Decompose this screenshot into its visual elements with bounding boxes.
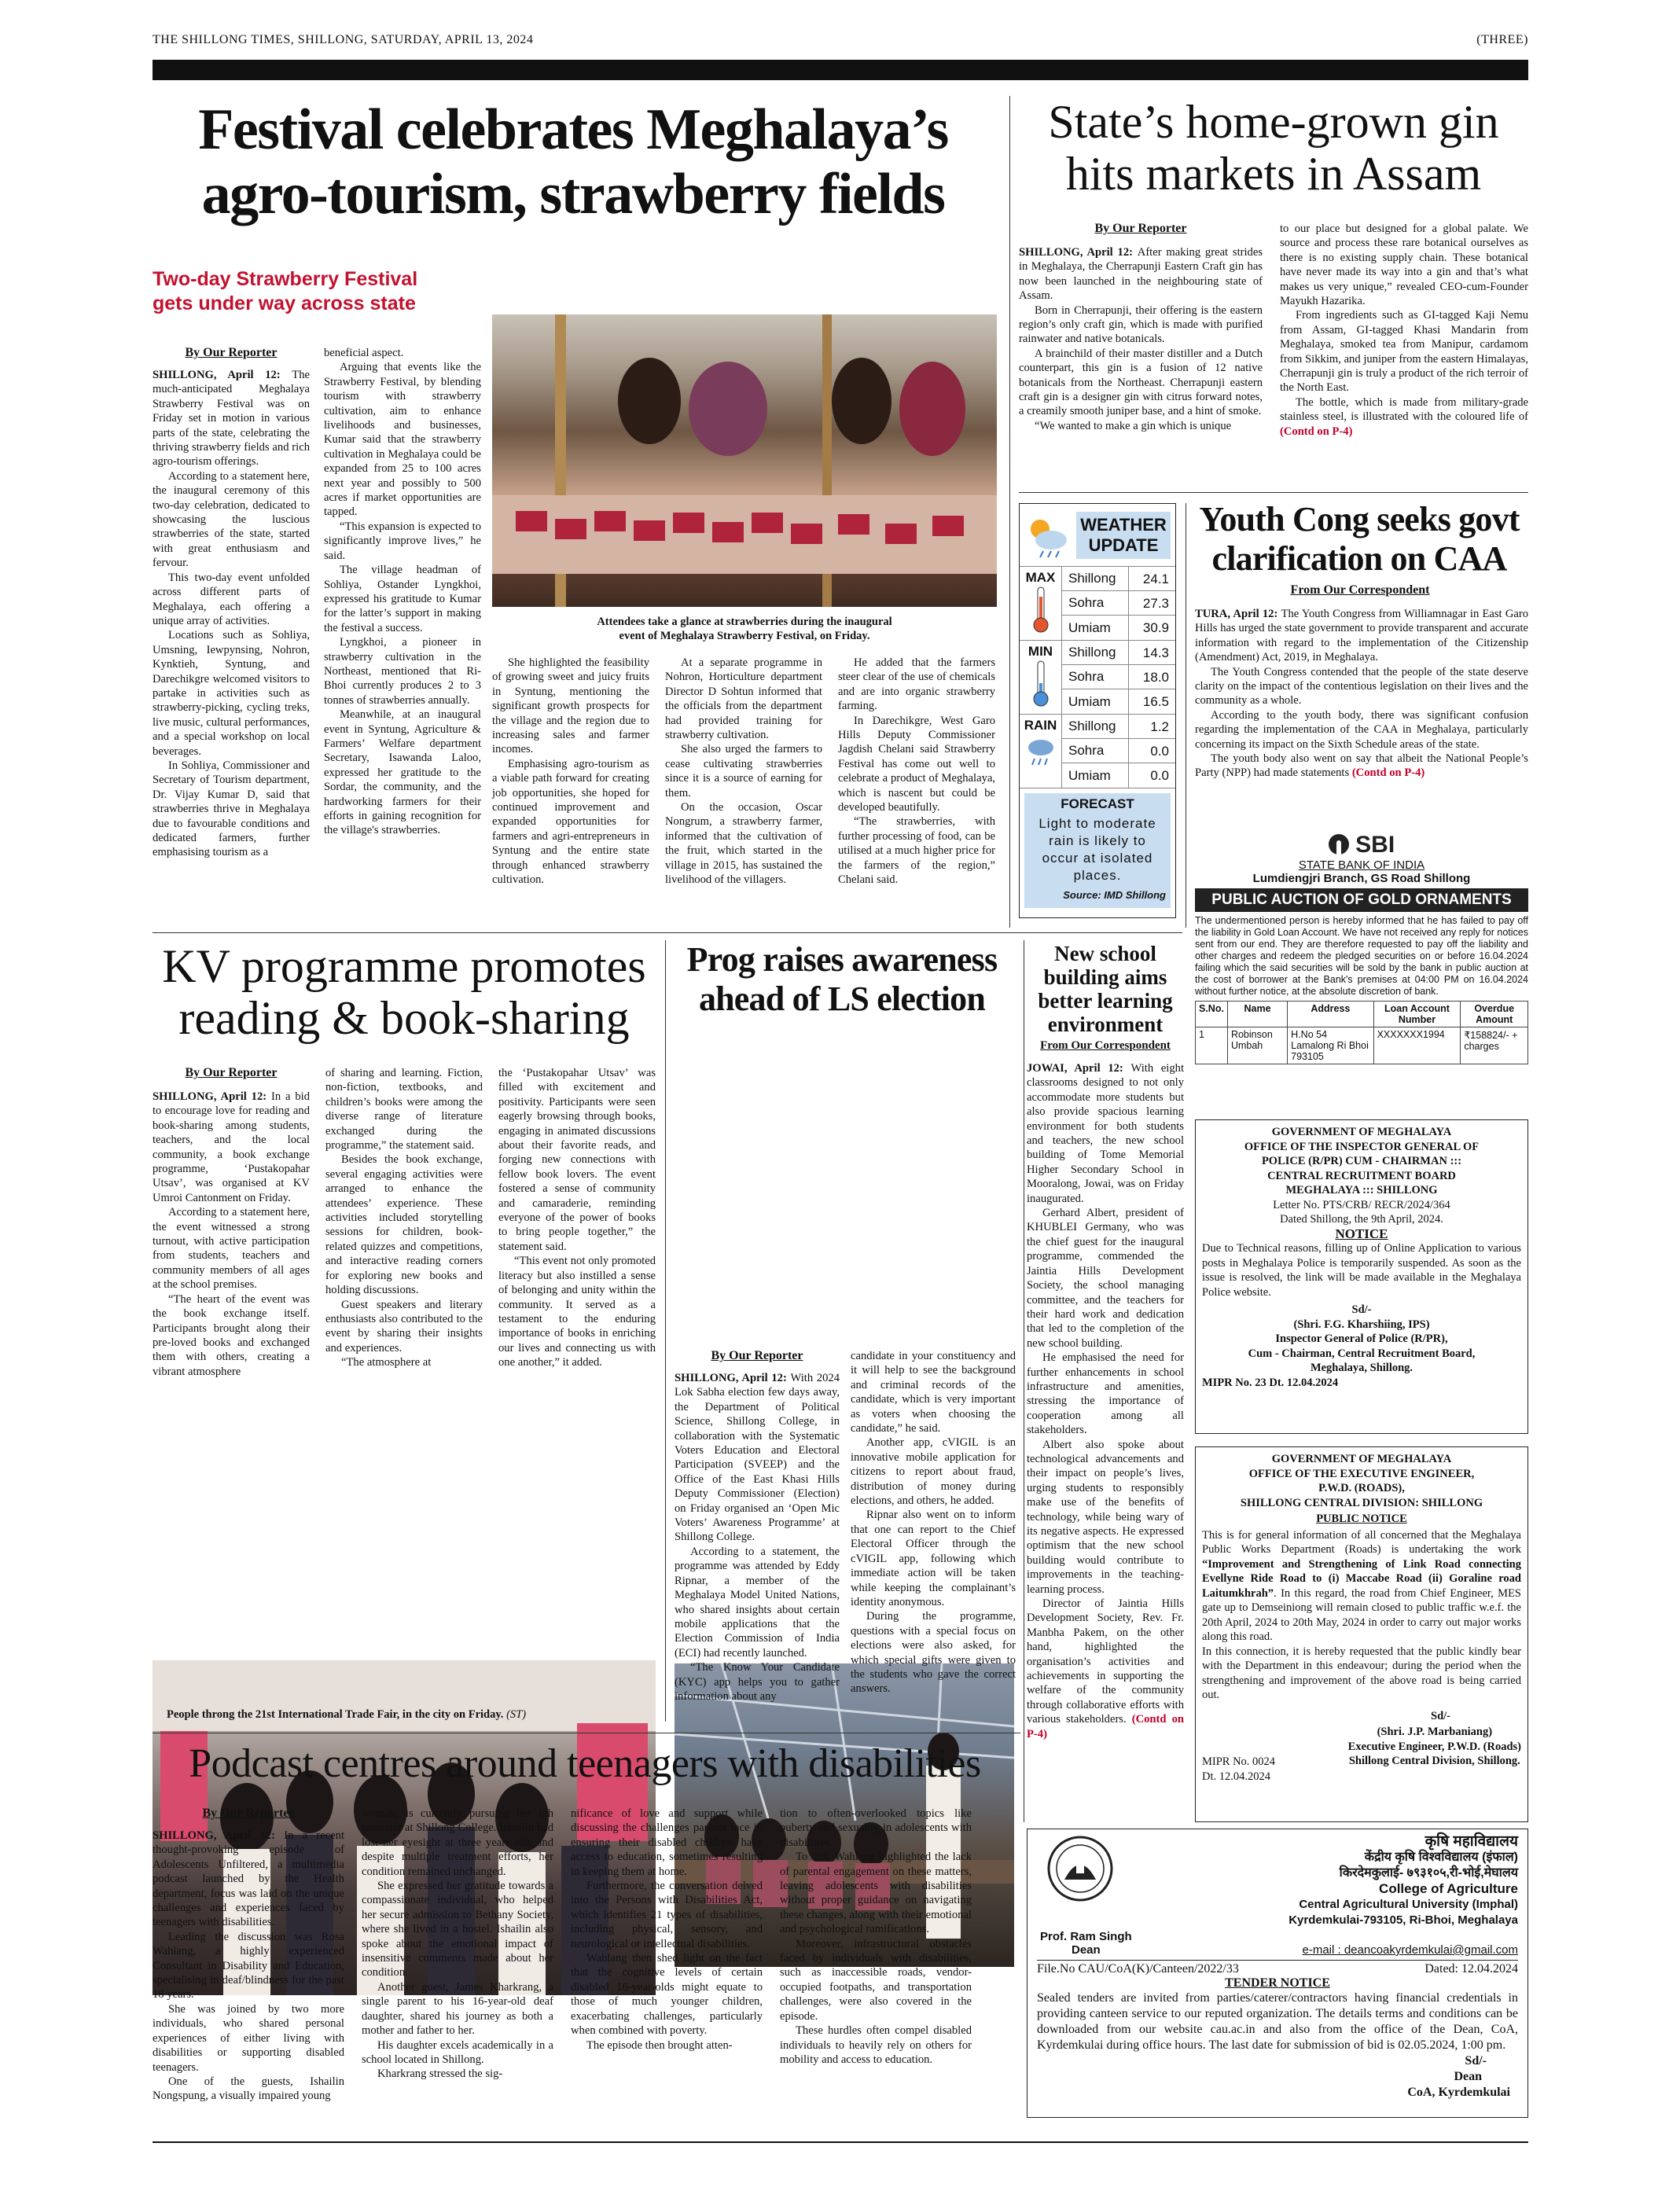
sbi-table-header-cell: Address (1288, 1002, 1373, 1027)
thermometer-hot-icon (1029, 586, 1053, 634)
article-paragraph: The youth body also went on say that albeit the National People’s Party (NPP) had made statements (Contd on P-4) (1195, 752, 1528, 780)
article-paragraph: Kharkrang stressed the sig- (377, 2068, 503, 2081)
article-paragraph: He added that the farmers steer clear of the use of chemicals and are into organic strawberry farming. (838, 656, 995, 713)
divider-fest-gin (1009, 96, 1010, 928)
article-paragraph: Gerhard Albert, president of KHUBLEI Germany, who was the chief guest for the inaugural programme, commended the Jaintia Hills Development Society, the school managing committee, and the teachers for their hard work and dedication that led to the completion of the new school building. (1027, 1207, 1184, 1350)
weather-city: Sohra (1068, 669, 1105, 684)
youth-headline-line1: Youth Cong seeks govt (1199, 500, 1520, 538)
college-prof: Prof. Ram Singh (1040, 1930, 1132, 1943)
article-paragraph: candidate in your constituency and it will help to see the background and criminal records of the candidate, which is very important as voters when choosing the candidate,” he said. (851, 1350, 1016, 1435)
article-paragraph: Guest speakers and literary enthusiasts also contributed to the event by sharing their insights and experiences. (325, 1298, 483, 1354)
weather-cloud-sun-icon (1024, 512, 1072, 559)
weather-value: 0.0 (1128, 739, 1175, 763)
police-line4: CENTRAL RECRUITMENT BOARD (1267, 1169, 1456, 1182)
weather-min-label: MIN (1027, 644, 1053, 659)
divider-mid (153, 932, 1182, 933)
podcast-headline: Podcast centres around teenagers with disabilities (189, 1741, 981, 1786)
article-paragraph: Meanwhile, at an inaugural event in Syntung, Agriculture & Farmers’ Welfare department Secretary, Isawanda Laloo, expressed her gratitude to the Sordar, the community, and the hardworking farmers for their efforts in gaining recognition for the village's strawberries. (324, 708, 481, 837)
trade-fair-caption (153, 1707, 656, 1722)
article-paragraph: According to the youth body, there was significant confusion regarding the implementation of the CAA in Meghalaya, particularly concerning its impact on the Sixth Schedule areas of the state. (1195, 708, 1528, 751)
article-paragraph: Director of Jaintia Hills Development Society, Rev. Fr. Manbha Pakem, on the other hand, highlighted the organisation’s activities and achievements in supporting the welfare of the community through collaborative efforts with various stakeholders. (Contd on P-4) (1027, 1597, 1184, 1740)
dateline: TURA, April 12: (1195, 608, 1281, 620)
article-paragraph: “The Know Your Candidate (KYC) app helps you to gather information about any (675, 1661, 840, 1703)
prog-col2 (851, 1349, 1016, 1696)
article-paragraph: These hurdles often compel disabled individuals to heavily rely on others for mobility and access to education. (780, 2024, 972, 2066)
kv-headline-line2: reading & book-sharing (178, 992, 630, 1044)
pwd-work-title: “Improvement and Strengthening of Link Road connecting Evellyne Ride Road to (i) Maccabe Road (ii) Goraline road Laitumkhrah” (1202, 1557, 1521, 1600)
kv-col2 (325, 1066, 483, 1370)
cau-emblem-icon (1037, 1834, 1123, 1906)
article-paragraph: She was joined by two more individuals, who shared personal experiences of either living with disabilities or supporting disabled teenagers. (153, 2002, 344, 2074)
continued-link[interactable]: (Contd on P-4) (1349, 766, 1425, 780)
pwd-mipr1: MIPR No. 0024 (1202, 1755, 1276, 1768)
sbi-table-cell: 1 (1196, 1027, 1228, 1064)
gin-byline: By Our Reporter (1094, 222, 1187, 235)
podcast-col3 (571, 1807, 763, 2053)
college-tender-notice (1027, 1829, 1528, 2118)
weather-row (1062, 641, 1175, 665)
school-headline-line1: New school (1054, 942, 1156, 965)
pwd-sd: Sd/- (1431, 1709, 1450, 1722)
strawberry-photo-illustration (492, 314, 997, 607)
continued-link[interactable]: (Contd on P-4) (1280, 425, 1353, 438)
festival-caption-line1: Attendees take a glance at strawberries during the inaugural (597, 616, 892, 628)
college-header (1037, 1833, 1518, 1927)
article-paragraph: SHILLONG, April 12: With 2024 Lok Sabha election few days away, the Department of Political Science, Shillong College, in collaboration with the Systematic Voters Education and Electoral Participation (SVEEP) and the Office of the East Khasi Hills Deputy Commissioner (Election) on Friday organised an ‘Open Mic Voters’ Awareness Programme’ at Shillong College. (675, 1372, 840, 1544)
festival-headline-line2: agro-tourism, strawberry fields (201, 162, 945, 226)
sbi-logo (1195, 832, 1528, 858)
pwd-line1: GOVERNMENT OF MEGHALAYA (1271, 1453, 1452, 1465)
weather-value: 27.3 (1128, 591, 1175, 615)
weather-rain-label: RAIN (1024, 718, 1057, 733)
weather-value: 16.5 (1128, 689, 1175, 714)
college-sd: Sd/- (1465, 2054, 1487, 2068)
sbi-notice: The undermentioned person is hereby informed that he has failed to pay off the liability in Gold Loan Account. We have not received any reply for notices sent from our end. They are therefore requested to pay off the liability and other charges and redeem the pledged securities on or before 16.04.2024 failing which the said securities will be sold by the bank in public auction at the cost of borrower at the Bank's premises at 04:00 PM on 16.04.2024 without further notice, at the absolute discretion of bank. (1195, 915, 1528, 997)
police-letter-no: Letter No. PTS/CRB/ RECR/2024/364 (1273, 1198, 1450, 1211)
article-paragraph: nificance of love and support while discussing the challenges parents face in ensuring their disabled children have access to education, sometimes resulting in keeping them at home. (571, 1807, 763, 1878)
college-notice-label: TENDER NOTICE (1225, 1976, 1330, 1990)
sbi-table-cell: ₹158824/- + charges (1461, 1027, 1528, 1064)
article-paragraph: the ‘Pustakopahar Utsav’ was filled with excitement and positivity. Participants were seen eagerly browsing through books, engaging in animated discussions about their favorite reads, and forging new connections with fellow book lovers. The event fostered a sense of community and camaraderie, reminding everyone of the power of books to bring people together,” the statement said. (498, 1067, 656, 1253)
festival-col5 (838, 656, 995, 888)
pwd-title2: Shillong Central Division, Shillong. (1348, 1755, 1520, 1767)
sbi-table-header-cell: Overdue Amount (1461, 1002, 1528, 1027)
article-paragraph: Albert also spoke about technological advancements and their impact on people’s lives, urging students to responsibly make use of the benefits of technology, while being wary of its negative aspects. He expressed optimism that the new school building would contribute to improvements in the teaching-learning process. (1027, 1438, 1184, 1596)
gin-headline (1019, 96, 1528, 200)
weather-forecast (1024, 793, 1171, 908)
sbi-table-cell: Robinson Umbah (1227, 1027, 1287, 1064)
article-paragraph: “We wanted to make a gin which is unique (1035, 419, 1232, 432)
prog-headline (670, 940, 1014, 1019)
weather-row (1062, 591, 1175, 616)
weather-max-label: MAX (1025, 570, 1056, 585)
college-english-name: College of Agriculture (1379, 1881, 1518, 1896)
sbi-table-header (1196, 1002, 1528, 1027)
weather-row (1062, 689, 1175, 714)
article-paragraph: The episode then brought atten- (586, 2038, 733, 2052)
article-paragraph: At a separate programme in Nohron, Horticulture department Director D Sohtun informed that the officials from the department had provided training for strawberry cultivation. (665, 656, 822, 742)
article-paragraph: beneficial aspect. (324, 347, 404, 359)
police-notice-label: NOTICE (1335, 1226, 1388, 1241)
gin-headline-line2: hits markets in Assam (1065, 148, 1482, 200)
sbi-table-header-cell: Name (1227, 1002, 1287, 1027)
kv-col1 (153, 1090, 310, 1379)
weather-value: 0.0 (1128, 763, 1175, 788)
prog-headline-line1: Prog raises awareness (686, 940, 998, 979)
weather-header (1020, 504, 1175, 567)
police-line2: OFFICE OF THE INSPECTOR GENERAL OF (1244, 1140, 1480, 1153)
youth-body (1195, 607, 1528, 781)
sbi-table-header-cell: S.No. (1196, 1002, 1228, 1027)
weather-city: Shillong (1068, 645, 1116, 660)
dateline: SHILLONG, April 12: (675, 1372, 791, 1384)
article-paragraph: SHILLONG, April 12: The much-anticipated Meghalaya Strawberry Festival was on Friday set in motion in various parts of the state, celebrating the thriving strawberry fields and rich agro-tourism offerings. (153, 369, 310, 469)
weather-row (1062, 567, 1175, 591)
podcast-col4 (780, 1807, 972, 2067)
college-prof-title: Dean (1072, 1943, 1101, 1957)
article-paragraph: SHILLONG, April 12: After making great strides in Meghalaya, the Cherrapunji Eastern Craft gin has now been launched in the neighbouring state of Assam. (1019, 246, 1263, 303)
police-dated: Dated Shillong, the 9th April, 2024. (1280, 1213, 1443, 1226)
school-headline-line4: environment (1047, 1013, 1164, 1036)
pwd-notice (1195, 1446, 1528, 1822)
rain-cloud-icon (1025, 733, 1057, 777)
dateline: SHILLONG, April 12: (153, 1829, 285, 1842)
weather-title-line2: UPDATE (1088, 535, 1159, 555)
college-email: e-mail : deancoakyrdemkulai@gmail.com (1302, 1943, 1518, 1957)
college-dated: Dated: 12.04.2024 (1425, 1962, 1518, 1976)
college-place: CoA, Kyrdemkulai (1407, 2086, 1510, 2099)
article-paragraph: The village headman of Sohliya, Ostander Lyngkhoi, expressed his gratitude to Kumar for the latter’s support in making the festival a success. (324, 564, 481, 634)
article-paragraph: According to a statement here, the inaugural ceremony of this two-day celebration, dedicated to showcasing the luscious strawberries of the state, started with great enthusiasm and fervour. (153, 469, 310, 570)
prog-col1 (675, 1371, 840, 1704)
college-hindi-name: कृषि महाविद्यालय (1425, 1833, 1518, 1850)
article-paragraph: In Sohliya, Commissioner and Secretary of Tourism department, Dr. Vijay Kumar D, said that strawberries thrive in Meghalaya due to favourable conditions and dedicated farmers, further emphasising tourism as a (153, 759, 310, 859)
article-paragraph: Locations such as Sohliya, Umsning, Iewpynsing, Nohron, Kynktieh, Syntung, and Darechikgre welcomed visitors to partake in activities such as strawberry-picking, cycling treks, live music, cultural performances, and a special workshop on local beverages. (153, 629, 310, 758)
article-paragraph: “The strawberries, with further processing of food, can be utilised at a much higher price for the farmers of the region,” Chelani said. (838, 815, 995, 887)
dateline: SHILLONG, April 12: (153, 369, 292, 381)
pwd-line3: P.W.D. (ROADS), (1318, 1482, 1405, 1494)
police-notice (1195, 1119, 1528, 1434)
dateline: SHILLONG, April 12: (1019, 246, 1138, 259)
festival-col4 (665, 656, 822, 888)
prog-byline: By Our Reporter (711, 1349, 803, 1362)
article-paragraph: Lyngkhoi, a pioneer in strawberry cultivation in the Northeast, mentioned that Ri-Bhoi currently produces 2 to 3 tonnes of strawberries annually. (324, 636, 481, 707)
festival-photo-caption (492, 615, 997, 643)
weather-row (1062, 739, 1175, 763)
festival-byline: By Our Reporter (185, 346, 278, 359)
article-paragraph: Ripnar also went on to inform that one can report to the Chief Electoral Officer through the cVIGIL app, following which immediate action will be taken while keeping the complainant’s identity anonymous. (851, 1509, 1016, 1608)
festival-kicker-line2: gets under way across state (153, 292, 416, 314)
pwd-body-part2: . In this regard, the road from Chief Engineer, MES gate up to Demseiniong will remain closed to public traffic w.e.f. the 20th April, 2024 to 20th May, 2024 in order to carry out major works along this road. (1202, 1586, 1521, 1643)
article-paragraph: This two-day event unfolded across different parts of Meghalaya, each offering a unique array of activities. (153, 571, 310, 627)
trade-caption-credit: (ST) (506, 1708, 527, 1721)
dateline: JOWAI, April 12: (1027, 1062, 1131, 1075)
weather-city: Sohra (1068, 743, 1105, 758)
sbi-auction-ad (1195, 832, 1528, 1083)
gin-headline-line1: State’s home-grown gin (1048, 96, 1499, 148)
college-english-univ: Central Agricultural University (Imphal) (1299, 1898, 1518, 1911)
divider-kv-prog (665, 940, 666, 1722)
article-paragraph: of sharing and learning. Fiction, non-fiction, textbooks, and children’s books were among the diverse range of literature exchanged during the programme,” the statement said. (325, 1067, 483, 1152)
weather-row (1062, 763, 1175, 788)
article-paragraph: Another guest, James Kharkrang, a single parent to his 16-year-old deaf daughter, shared his journey as both a mother and father to her. (362, 1980, 553, 2038)
article-paragraph: According to a statement, the programme was attended by Eddy Ripnar, a member of the Meghalaya Model United Nations, who shared insights about certain mobile applications that the Election Commission of India (ECI) had recently launched. (675, 1545, 840, 1660)
college-dean: Dean (1454, 2070, 1482, 2083)
article-paragraph: “This expansion is expected to significantly improve lives,” he said. (324, 520, 481, 562)
article-paragraph: From ingredients such as GI-tagged Kaji Nemu from Assam, GI-tagged Khasi Mandarin from Meghalaya, smoked tea from Manipur, cardamom from Sikkim, and juniper from the eastern Himalayas, Cherrapunji gin is truly a product of the rich terroir of the North East. (1280, 309, 1528, 395)
weather-city: Shillong (1068, 571, 1116, 586)
article-paragraph: woman, is currently pursuing her 6th semester at Shillong College. Ishailin had lost her eyesight at three years old, and despite multiple treatment efforts, her condition remained unchanged. (362, 1807, 553, 1878)
youth-headline-line2: clarification on CAA (1211, 539, 1507, 578)
article-paragraph: to our place but designed for a global palate. We source and process these rare botanical ourselves as there is no existing supply chain. These botanical have never made its way into a gin and that’s what makes us very unique,” revealed CEO-cum-Founder Mayukh Hazarika. (1280, 222, 1528, 308)
sbi-bank-name: STATE BANK OF INDIA (1298, 858, 1425, 872)
article-paragraph: Wahlang then shed light on the fact that the cognitive levels of certain disabled 16-year-olds might equate to those of much younger children, exacerbating challenges, particularly when combined with poverty. (571, 1952, 763, 2038)
sbi-table (1195, 1001, 1528, 1064)
pwd-signatory: (Shri. J.P. Marbaniang) (1377, 1726, 1493, 1738)
kv-headline (153, 940, 656, 1044)
article-paragraph: She also urged the farmers to cease cultivating strawberries since it is a source of earning for them. (665, 743, 822, 799)
youth-byline: From Our Correspondent (1290, 583, 1430, 597)
weather-city: Umiam (1068, 693, 1111, 709)
article-paragraph: Born in Cherrapunji, their offering is the eastern region’s only craft gin, which is made with purified rainwater and native botanicals. (1019, 303, 1263, 346)
pwd-sign-row (1202, 1725, 1521, 1784)
sbi-logo-text: SBI (1355, 832, 1395, 858)
pwd-line2: OFFICE OF THE EXECUTIVE ENGINEER, (1248, 1467, 1475, 1480)
sbi-table-header-cell: Loan Account Number (1373, 1002, 1461, 1027)
article-paragraph: SHILLONG, April 12: In a recent thought-provoking episode of Adolescents Unfiltered, a multimedia podcast launched by the Health department, focus was laid on the unique challenges and experiences faced by teenagers with disabilities. (153, 1829, 345, 1929)
pwd-body (1202, 1528, 1521, 1645)
sbi-logo-icon (1329, 834, 1349, 855)
pwd-body-part1: This is for general information of all concerned that the Meghalaya Public Works Department (Roads) is undertaking the work (1202, 1528, 1521, 1556)
festival-caption-line2: event of Meghalaya Strawberry Festival, on Friday. (619, 630, 870, 642)
college-body: Sealed tenders are invited from parties/caterer/contractors having financial credentials in providing canteen service to our reputed organization. The details terms and conditions can be downloaded from our website cau.ac.in and also from the office of the Dean, CoA, Kyrdemkulai during office hours. The last date for submission of bid is 02.05.2024, 1:00 pm. (1037, 1991, 1518, 2052)
article-paragraph: Furthermore, the conversation delved into the Persons with Disabilities Act, which identifies 21 types of disabilities, including physical, sensory, and neurological or intellectual disabilities. (571, 1880, 763, 1950)
weather-city: Shillong (1068, 719, 1116, 733)
header-dateline: THE SHILLONG TIMES, SHILLONG, SATURDAY, APRIL 13, 2024 (153, 33, 534, 46)
continued-link[interactable]: (Contd on P-4) (1027, 1713, 1184, 1740)
article-paragraph: “The atmosphere at (341, 1356, 432, 1369)
article-paragraph: JOWAI, April 12: With eight classrooms designed to not only accommodate more students but also provide spacious learning environment for both students and teachers, the new school building of Tome Memorial Higher Secondary School in Mooralong, Jowai, was on Friday inaugurated. (1027, 1062, 1184, 1205)
footer-rule (153, 2141, 1528, 2143)
weather-city: Umiam (1068, 767, 1111, 783)
pwd-notice-label: PUBLIC NOTICE (1316, 1513, 1407, 1525)
sbi-table-cell: H.No 54 Lamalong Ri Bhoi 793105 (1288, 1027, 1373, 1064)
article-paragraph: She expressed her gratitude towards a compassionate individual, who helped her secure admission to Bethany Society, where she lived in a hostel. Ishailin also spoke about the emotional impact of insensitive comments made about her condition. (362, 1880, 553, 1979)
school-headline-line2: building aims (1043, 965, 1167, 989)
college-hindi-univ: केंद्रीय कृषि विश्वविद्यालय (इंफाल) (1364, 1851, 1518, 1864)
weather-row (1062, 616, 1175, 640)
article-paragraph: She highlighted the feasibility of growing sweet and juicy fruits in Syntung, mentioning the significant growth prospects for the village and the region due to increasing sales and farmer incomes. (492, 656, 649, 756)
weather-rain-section (1020, 715, 1175, 788)
article-paragraph: TURA, April 12: The Youth Congress from Williamnagar in East Garo Hills has urged the state government to provide transparent and accurate information with regard to the implementation of the Citizenship (Amendment) Act, 2019, in Meghalaya. (1195, 608, 1528, 664)
sbi-table-cell: XXXXXXX1994 (1373, 1027, 1461, 1064)
weather-max-section (1020, 567, 1175, 641)
article-paragraph: During the programme, questions with a special focus on elections were also asked, for which special gifts were given to the students who gave the correct answers. (851, 1610, 1016, 1696)
weather-value: 30.9 (1128, 616, 1175, 640)
kv-byline: By Our Reporter (185, 1066, 278, 1079)
article-paragraph: Moreover, infrastructural obstacles faced by individuals with disabilities, such as inaccessible roads, vendor-occupied footpaths, and transportation challenges, were also covered in the episode. (780, 1937, 972, 2023)
police-title2: Cum - Chairman, Central Recruitment Board, (1248, 1347, 1476, 1360)
gin-col2 (1280, 222, 1528, 439)
article-paragraph: To this, Wahlang highlighted the lack of parental engagement on these matters, leaving adolescents with disabilities without proper guidance on navigating these changes, along with their emotional and psychological ramifications. (780, 1851, 972, 1936)
festival-headline (153, 97, 994, 226)
sbi-table-row (1196, 1027, 1528, 1064)
police-sd: Sd/- (1351, 1303, 1372, 1316)
youth-headline (1190, 500, 1528, 579)
pwd-body-part3: In this connection, it is hereby requested that the public kindly bear with the Department in this endeavour; during the period when the strengthening and improvement of the above road is being carried out. (1202, 1645, 1521, 1701)
weather-city: Umiam (1068, 619, 1111, 635)
article-paragraph: According to a statement here, the event witnessed a strong turnout, with active participation from students, teachers and community members of all ages at the school premises. (153, 1206, 310, 1292)
strawberry-festival-photo (492, 314, 997, 607)
festival-kicker (153, 267, 459, 316)
article-paragraph: Another app, cVIGIL is an innovative mobile application for citizens to report about fraud, distribution of money during elections, and others, he added. (851, 1436, 1016, 1508)
school-headline-line3: better learning (1038, 989, 1173, 1013)
article-paragraph: In Darechikgre, West Garo Hills Deputy Commissioner Jagdish Chelani said Strawberry Festival has come out well to celebrate a product of Meghalaya, which is nascent but could be developed beautifully. (838, 714, 995, 814)
article-paragraph: His daughter excels academically in a school located in Shillong. (362, 2038, 553, 2066)
pwd-title1: Executive Engineer, P.W.D. (Roads) (1347, 1740, 1521, 1753)
divider-gin-bottom (1019, 492, 1528, 493)
article-paragraph: A brainchild of their master distiller and a Dutch counterpart, this gin is a fusion of 12 native botanicals from the Northeast. Cherrapunji eastern craft gin is a designer gin with citrus forward notes, a creamily smooth juniper base, and a hint of smoke. (1019, 347, 1263, 418)
college-file-row (1037, 1960, 1518, 1976)
sbi-banner: PUBLIC AUCTION OF GOLD ORNAMENTS (1195, 888, 1528, 912)
article-paragraph: SHILLONG, April 12: In a bid to encourage love for reading and book-sharing among students, teachers, and the local community, a book exchange programme, ‘Pustakopahar Utsav’, was organised at KV Umroi Cantonment on Friday. (153, 1090, 310, 1204)
festival-col3 (492, 656, 649, 888)
school-headline (1027, 942, 1184, 1036)
weather-title (1076, 512, 1171, 559)
festival-col1 (153, 368, 310, 860)
article-paragraph: On the occasion, Oscar Nongrum, a strawberry farmer, informed that the cultivation of the fruit, which started in the village in 2015, has sustained the livelihood of the villagers. (665, 801, 822, 887)
article-paragraph: He emphasised the need for further enhancements in school infrastructure and amenities, stressing the importance of cooperation among all stakeholders. (1027, 1351, 1184, 1437)
police-title1: Inspector General of Police (R/PR), (1275, 1332, 1448, 1345)
article-paragraph: Arguing that events like the Strawberry Festival, by blending tourism with strawberry cultivation, aim to enhance livelihoods and businesses, Kumar said that the strawberry cultivation in Meghalaya could be expanded from 25 to 100 acres next year and possibly to 500 acres if market opportunities are tapped. (324, 361, 481, 519)
header-rule (153, 60, 1528, 80)
pwd-line4: SHILLONG CENTRAL DIVISION: SHILLONG (1240, 1496, 1483, 1509)
weather-value: 14.3 (1128, 641, 1175, 664)
police-line5: MEGHALAYA ::: SHILLONG (1285, 1184, 1438, 1196)
weather-box (1019, 503, 1176, 918)
sbi-branch: Lumdiengjri Branch, GS Road Shillong (1252, 872, 1471, 885)
gin-col1 (1019, 245, 1263, 433)
thermometer-cold-icon (1029, 660, 1053, 708)
weather-value: 1.2 (1128, 715, 1175, 738)
page-header (153, 33, 1528, 52)
festival-kicker-line1: Two-day Strawberry Festival (153, 268, 418, 290)
college-hindi-address: किरदेमकुलाई- ७९३१०५,री-भोई,मेघालय (1339, 1866, 1518, 1880)
prog-headline-line2: ahead of LS election (698, 980, 986, 1018)
podcast-col1 (153, 1829, 344, 2104)
police-line1: GOVERNMENT OF MEGHALAYA (1271, 1126, 1452, 1138)
weather-min-section (1020, 641, 1175, 715)
article-paragraph: Besides the book exchange, several engaging activities were arranged to enhance the attendees’ experience. These activities included storytelling sessions for children, book-related quizzes and competitions, and interactive reading corners for exploring new books and holding discussions. (325, 1153, 483, 1297)
college-english-address: Kyrdemkulai-793105, Ri-Bhoi, Meghalaya (1288, 1913, 1518, 1927)
kv-headline-line1: KV programme promotes (162, 940, 646, 992)
festival-headline-line1: Festival celebrates Meghalaya’s (198, 97, 948, 162)
header-page-number: (THREE) (1476, 33, 1528, 46)
trade-caption-text: People throng the 21st International Trade Fair, in the city on Friday. (167, 1708, 504, 1721)
forecast-label: FORECAST (1061, 796, 1134, 811)
police-line3: POLICE (R/PR) CUM - CHAIRMAN ::: (1261, 1155, 1462, 1167)
forecast-text: Light to moderate rain is likely to occur at isolated places. (1039, 816, 1156, 883)
police-mipr: MIPR No. 23 Dt. 12.04.2024 (1202, 1376, 1339, 1389)
school-byline: From Our Correspondent (1040, 1039, 1171, 1052)
article-paragraph: tion to often-overlooked topics like puberty and sexuality in adolescents with disabilities. (780, 1807, 972, 1849)
podcast-col2 (362, 1807, 553, 2082)
weather-row (1062, 715, 1175, 739)
article-paragraph: Emphasising agro-tourism as a viable path forward for creating job opportunities, she hoped for continued improvement and expanded opportunities for farmers and agri-entrepreneurs in Syntung and the entire state through enhanced strawberry cultivation. (492, 757, 649, 887)
weather-value: 18.0 (1128, 665, 1175, 689)
dateline: SHILLONG, April 12: (153, 1090, 271, 1103)
college-file-no: File.No CAU/CoA(K)/Canteen/2022/33 (1037, 1962, 1239, 1976)
weather-city: Sohra (1068, 595, 1105, 610)
school-body (1027, 1061, 1184, 1741)
article-paragraph: The bottle, which is made from military-grade stainless steel, is illustrated with the coloured life of (Contd on P-4) (1280, 395, 1528, 438)
article-paragraph: One of the guests, Ishailin Nongspung, a visually impaired young (153, 2075, 344, 2103)
college-contact-row (1037, 1930, 1518, 1957)
article-paragraph: The Youth Congress contended that the people of the state deserve clarity on the impact of the contentious legislation on their lives and the community as a whole. (1195, 665, 1528, 708)
kv-col3 (498, 1066, 656, 1370)
weather-value: 24.1 (1128, 567, 1175, 590)
article-paragraph: “This event not only promoted literacy but also instilled a sense of belonging and unity within the community. It served as a testament to the enduring importance of books in enriching our lives and connecting us with one another,” it added. (498, 1255, 656, 1369)
festival-col2 (324, 346, 481, 838)
weather-row (1062, 665, 1175, 689)
police-body: Due to Technical reasons, filling up of Online Application to various posts in Meghalaya Police is temporarily suspended. As soon as the issue is resolved, the link will be made available in the Meghalaya Police website. (1202, 1242, 1521, 1299)
police-title3: Meghalaya, Shillong. (1310, 1362, 1413, 1374)
pwd-mipr2: Dt. 12.04.2024 (1202, 1770, 1270, 1783)
article-paragraph: Leading the discussion was Rosa Wahlang, a highly experienced Consultant in Disability and Education, specialising in deaf/blindness for the past 18 years. (153, 1930, 344, 2001)
podcast-byline: By Our Reporter (202, 1807, 295, 1820)
forecast-source: Source: IMD Shillong (1063, 889, 1166, 901)
article-paragraph: “The heart of the event was the book exchange itself. Participants brought along their pre-loved books and exchanged them with others, creating a vibrant atmosphere (153, 1292, 310, 1378)
weather-title-line1: WEATHER (1080, 514, 1167, 535)
police-signatory: (Shri. F.G. Kharshiing, IPS) (1293, 1318, 1430, 1331)
